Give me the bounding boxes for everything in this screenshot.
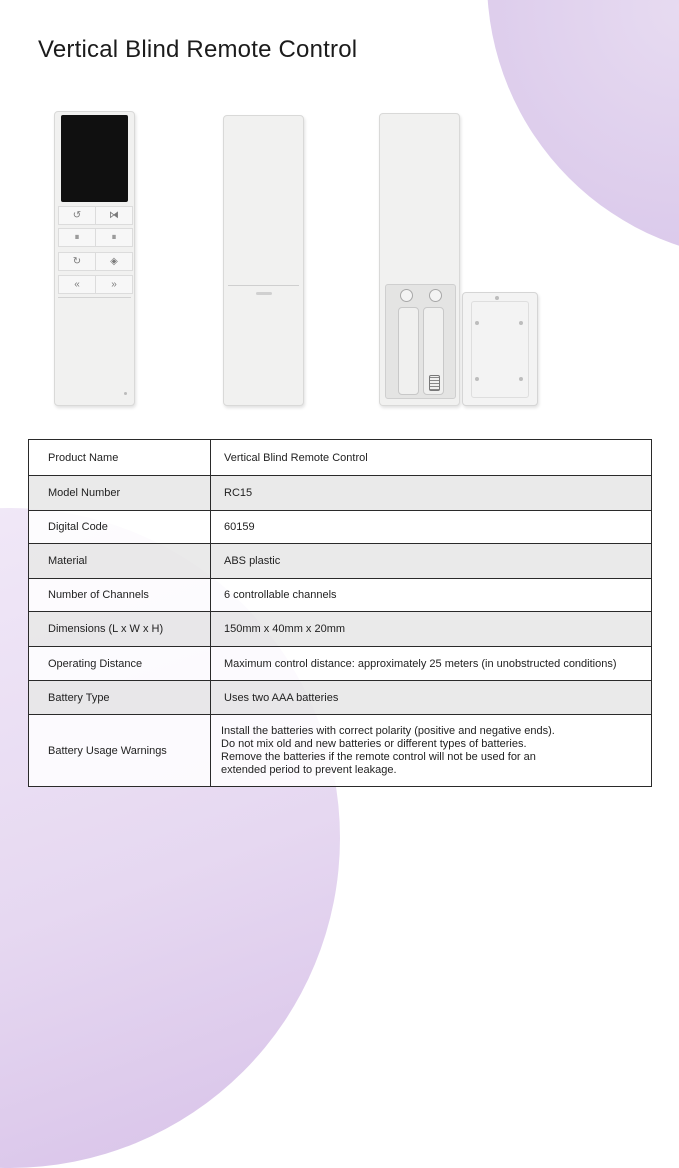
battery-contact: [429, 289, 442, 302]
remote-open-battery-view-image: [379, 113, 460, 406]
table-row: [29, 647, 652, 681]
table-row: [29, 440, 652, 476]
remote-key-icon: ⧒: [95, 206, 133, 225]
spec-label: Battery Type: [29, 681, 211, 715]
remote-key-icon: ↻: [58, 252, 96, 271]
battery-cover-inner: [471, 301, 529, 398]
battery-compartment: [385, 284, 456, 399]
remote-key-icon: ◈: [95, 252, 133, 271]
spec-label: Battery Usage Warnings: [29, 715, 211, 787]
table-row: [29, 544, 652, 579]
specification-table: [28, 439, 652, 787]
battery-cover-seam: [228, 285, 299, 286]
spec-value: 6 controllable channels: [211, 579, 652, 612]
table-row: [29, 715, 652, 787]
battery-cover-notch: [256, 292, 272, 295]
spec-label: Material: [29, 544, 211, 579]
spec-label: Number of Channels: [29, 579, 211, 612]
cover-clip: [475, 377, 479, 381]
warning-line: Remove the batteries if the remote control will not be used for an: [221, 750, 536, 763]
spec-label: Dimensions (L x W x H): [29, 612, 211, 647]
warning-line: extended period to prevent leakage.: [221, 763, 397, 776]
spec-value: RC15: [211, 476, 652, 511]
battery-cover-image: [462, 292, 538, 406]
battery-slot: [398, 307, 419, 395]
cover-clip: [475, 321, 479, 325]
cover-clip: [519, 377, 523, 381]
remote-key-icon: «: [58, 275, 96, 294]
page-title: Vertical Blind Remote Control: [38, 36, 358, 63]
table-row: [29, 511, 652, 544]
table-row: [29, 681, 652, 715]
table-row: [29, 476, 652, 511]
keypad-divider: [58, 297, 131, 298]
spec-value: Uses two AAA batteries: [211, 681, 652, 715]
spec-value: 150mm x 40mm x 20mm: [211, 612, 652, 647]
cover-clip: [495, 296, 499, 300]
spec-label: Model Number: [29, 476, 211, 511]
spec-value-multiline: [211, 715, 652, 787]
battery-contact: [400, 289, 413, 302]
battery-spring: [429, 375, 440, 391]
remote-back-view-image: [223, 115, 304, 406]
remote-indicator-dot: [124, 392, 127, 395]
remote-front-view-image: [54, 111, 135, 406]
spec-label: Digital Code: [29, 511, 211, 544]
remote-key-icon: »: [95, 275, 133, 294]
table-row: [29, 612, 652, 647]
warning-line: Do not mix old and new batteries or different types of batteries.: [221, 737, 527, 750]
warning-line: Install the batteries with correct polarity (positive and negative ends).: [221, 724, 555, 737]
spec-value: 60159: [211, 511, 652, 544]
spec-value: Maximum control distance: approximately 25 meters (in unobstructed conditions): [211, 647, 652, 681]
spec-label: Operating Distance: [29, 647, 211, 681]
decorative-purple-circle-top: [487, 0, 679, 260]
remote-key-icon: ↺: [58, 206, 96, 225]
remote-screen: [61, 115, 128, 202]
spec-value: ABS plastic: [211, 544, 652, 579]
remote-key-icon: ⏸: [95, 228, 133, 247]
spec-value: Vertical Blind Remote Control: [211, 440, 652, 476]
table-row: [29, 579, 652, 612]
spec-label: Product Name: [29, 440, 211, 476]
remote-key-icon: ⏸: [58, 228, 96, 247]
cover-clip: [519, 321, 523, 325]
